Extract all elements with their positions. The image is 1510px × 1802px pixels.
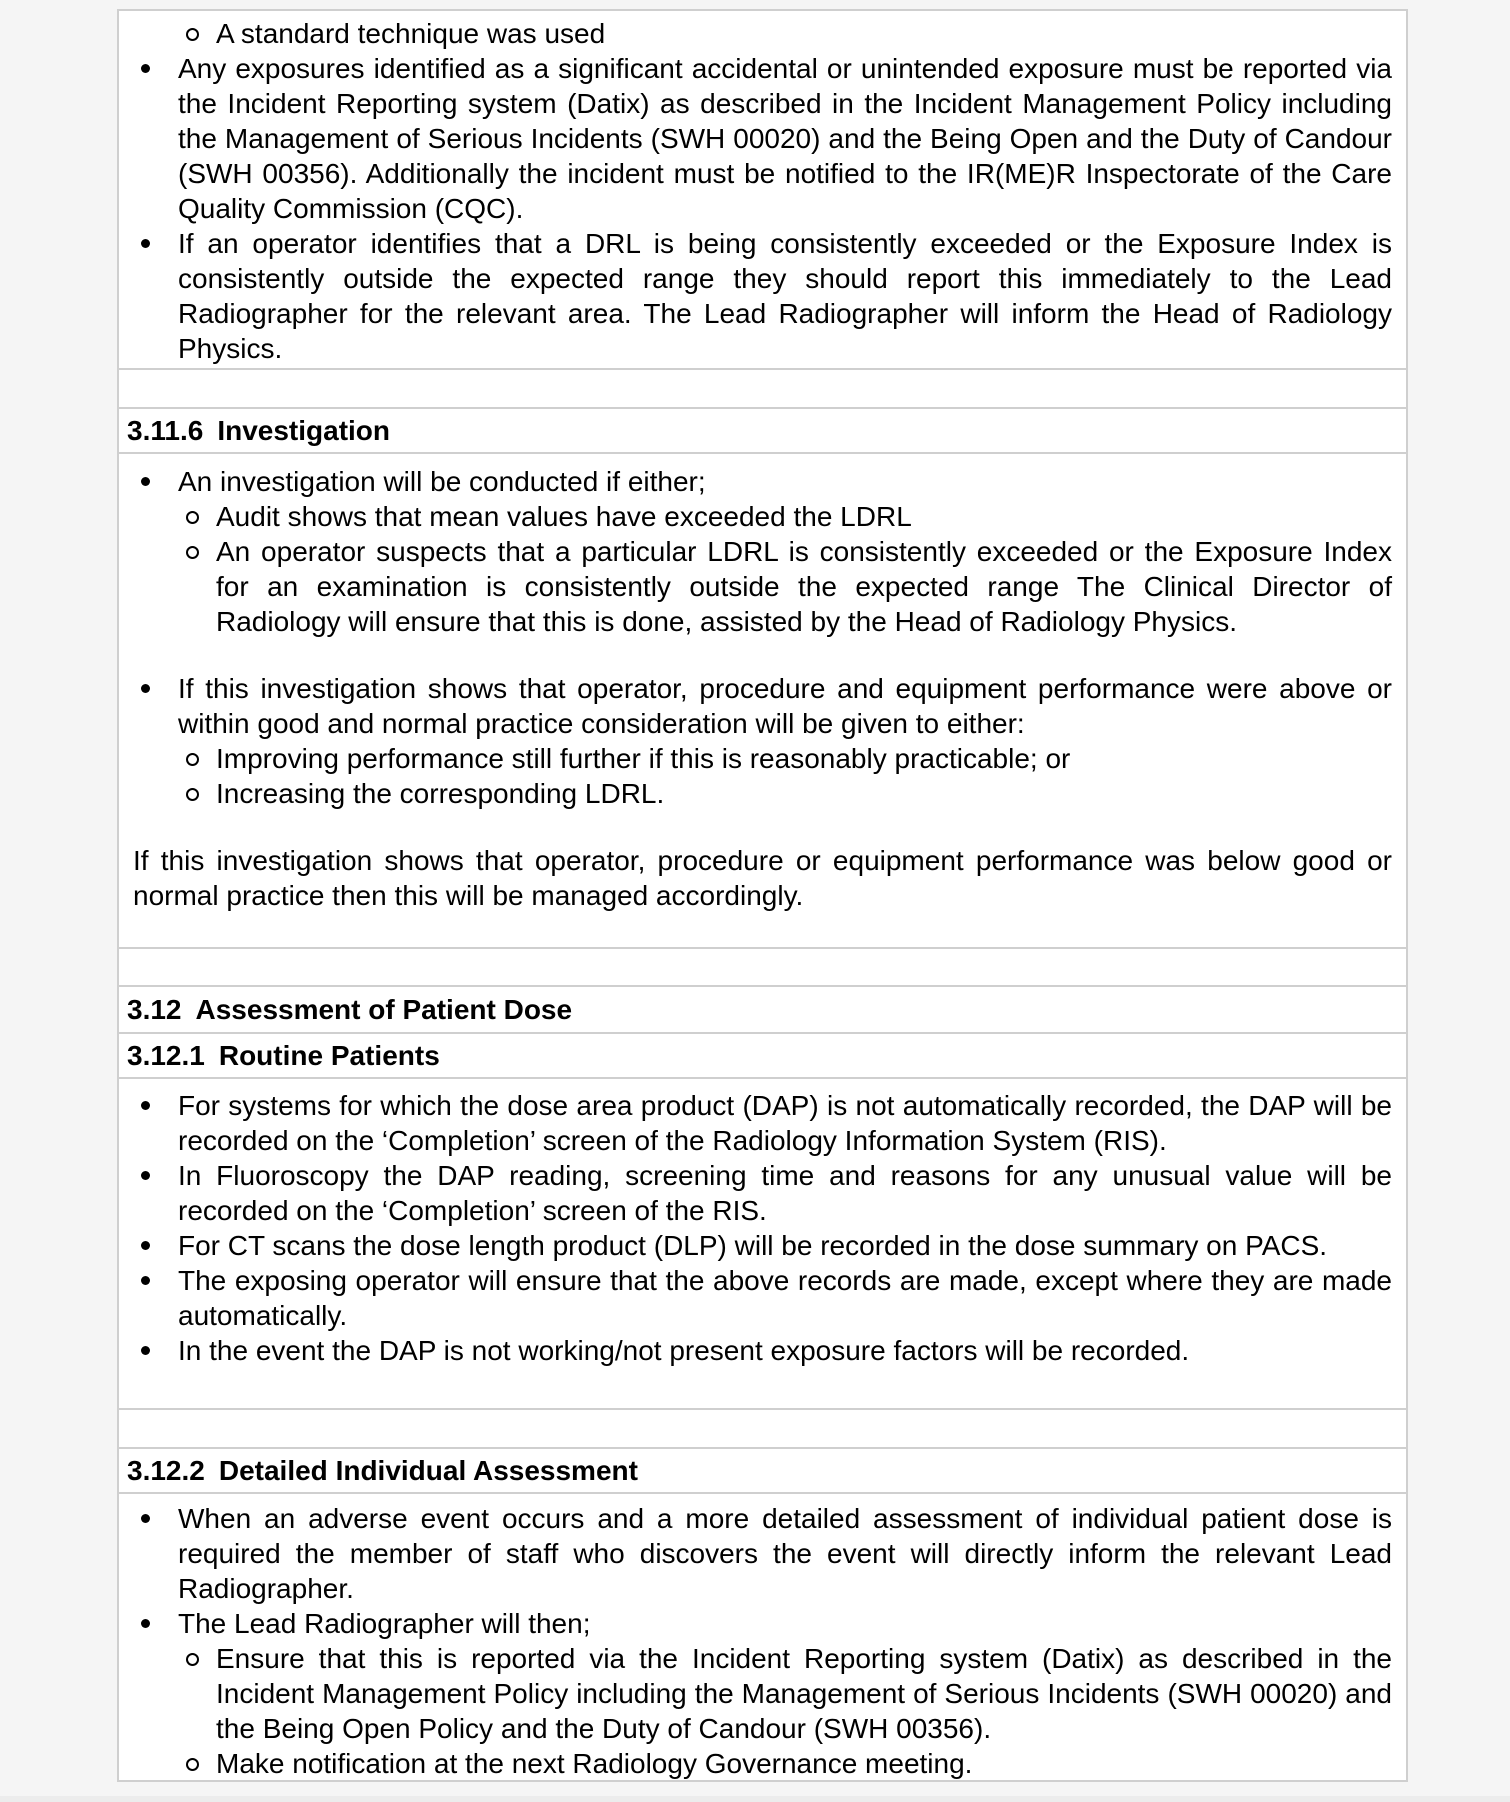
heading-number: 3.12 (127, 994, 182, 1025)
content-row (119, 11, 1406, 368)
filled-bullet-icon (141, 1263, 178, 1333)
list-item (133, 1606, 1392, 1641)
item-text: A standard technique was used (216, 18, 606, 49)
open-circle-bullet-icon (186, 776, 216, 811)
heading-title: Detailed Individual Assessment (218, 1455, 638, 1486)
heading-number: 3.11.6 (127, 415, 204, 446)
open-circle-bullet-icon (186, 1746, 216, 1780)
open-circle-bullet-icon (186, 1641, 216, 1746)
item-text: Make notification at the next Radiology Governance meeting. (216, 1748, 973, 1779)
list-item (133, 499, 1392, 534)
spacer-row (119, 1408, 1406, 1447)
spacer-row (119, 947, 1406, 985)
ring-glyph (186, 28, 199, 41)
filled-bullet-icon (141, 1088, 178, 1158)
filled-bullet-icon (141, 464, 178, 499)
item-text: If an operator identifies that a DRL is being consistently exceeded or the Exposure Index is consistently outside the expected range they should report this immediately to the Lead Radiographer for the relevant area. The Lead Radiographer will inform the Head of Radiology Physics. (178, 228, 1392, 364)
filled-bullet-icon (141, 671, 178, 741)
ring-glyph (186, 788, 199, 801)
page-bottom-edge (0, 1796, 1510, 1802)
item-text: Audit shows that mean values have exceeded the LDRL (216, 501, 912, 532)
item-text: Increasing the corresponding LDRL. (216, 778, 665, 809)
list-item (133, 226, 1392, 366)
list-item (133, 1333, 1392, 1368)
list-item (133, 1228, 1392, 1263)
list-item (133, 1158, 1392, 1228)
list-item (133, 1746, 1392, 1780)
item-text: An operator suspects that a particular LDRL is consistently exceeded or the Exposure Index for an examination is consistently outside the expected range The Clinical Director of Radiology will ensure that this is done, assisted by the Head of Radiology Physics. (216, 536, 1392, 637)
item-text: The exposing operator will ensure that the above records are made, except where they are made automatically. (178, 1265, 1392, 1331)
list-item (133, 1641, 1392, 1746)
content-row (119, 452, 1406, 947)
ring-glyph (186, 1758, 199, 1771)
heading-number: 3.12.2 (127, 1455, 205, 1486)
filled-bullet-icon (141, 226, 178, 366)
blank-line (133, 811, 1392, 843)
item-text: If this investigation shows that operator, procedure and equipment performance were above or within good and normal practice consideration will be given to either: (178, 673, 1392, 739)
item-text: Any exposures identified as a significant accidental or unintended exposure must be reported via the Incident Reporting system (Datix) as described in the Incident Management Policy including the Management of Serious Incidents (SWH 00020) and the Being Open and the Duty of Candour (SWH 00356). Additionally the incident must be notified to the IR(ME)R Inspectorate of the Care Quality Commission (CQC). (178, 53, 1392, 224)
list-item (133, 671, 1392, 741)
dot-glyph (141, 1241, 150, 1250)
filled-bullet-icon (141, 1228, 178, 1263)
dot-glyph (141, 477, 150, 486)
filled-bullet-icon (141, 51, 178, 226)
document-table (117, 9, 1408, 1782)
open-circle-bullet-icon (186, 741, 216, 776)
list-item (133, 1501, 1392, 1606)
list-item (133, 464, 1392, 499)
section-heading-row (119, 1447, 1406, 1492)
filled-bullet-icon (141, 1158, 178, 1228)
section-heading-row (119, 1032, 1406, 1077)
dot-glyph (141, 239, 150, 248)
ring-glyph (186, 1653, 199, 1666)
filled-bullet-icon (141, 1606, 178, 1641)
item-text: An investigation will be conducted if either; (178, 466, 706, 497)
open-circle-bullet-icon (186, 16, 216, 51)
item-text: Improving performance still further if this is reasonably practicable; or (216, 743, 1071, 774)
heading-number: 3.12.1 (127, 1040, 205, 1071)
heading-title: Assessment of Patient Dose (195, 994, 573, 1025)
item-text: When an adverse event occurs and a more detailed assessment of individual patient dose is required the member of staff who discovers the event will directly inform the relevant Lead Radiographer. (178, 1503, 1392, 1604)
list-item (133, 534, 1392, 639)
dot-glyph (141, 1171, 150, 1180)
section-heading-row (119, 985, 1406, 1032)
content-row (119, 1077, 1406, 1408)
list-item (133, 16, 1392, 51)
blank-line (133, 639, 1392, 671)
item-text: In Fluoroscopy the DAP reading, screening time and reasons for any unusual value will be recorded on the ‘Completion’ screen of the RIS. (178, 1160, 1392, 1226)
item-text: The Lead Radiographer will then; (178, 1608, 591, 1639)
item-text: For systems for which the dose area product (DAP) is not automatically recorded, the DAP will be recorded on the ‘Completion’ screen of the Radiology Information System (RIS). (178, 1090, 1392, 1156)
spacer-row (119, 368, 1406, 407)
ring-glyph (186, 546, 199, 559)
dot-glyph (141, 1276, 150, 1285)
section-heading-row (119, 407, 1406, 452)
dot-glyph (141, 1514, 150, 1523)
heading-title: Routine Patients (218, 1040, 440, 1071)
item-text: In the event the DAP is not working/not present exposure factors will be recorded. (178, 1335, 1190, 1366)
list-item (133, 1263, 1392, 1333)
open-circle-bullet-icon (186, 534, 216, 639)
dot-glyph (141, 1619, 150, 1628)
filled-bullet-icon (141, 1501, 178, 1606)
list-item (133, 741, 1392, 776)
open-circle-bullet-icon (186, 499, 216, 534)
list-item (133, 1088, 1392, 1158)
ring-glyph (186, 753, 199, 766)
list-item (133, 776, 1392, 811)
item-text: For CT scans the dose length product (DLP) will be recorded in the dose summary on PACS. (178, 1230, 1328, 1261)
dot-glyph (141, 64, 150, 73)
list-item (133, 51, 1392, 226)
filled-bullet-icon (141, 1333, 178, 1368)
heading-title: Investigation (217, 415, 391, 446)
item-text: Ensure that this is reported via the Incident Reporting system (Datix) as described in the Incident Management Policy including the Management of Serious Incidents (SWH 00020) and the Being Open Policy and the Duty of Candour (SWH 00356). (216, 1643, 1392, 1744)
dot-glyph (141, 1346, 150, 1355)
dot-glyph (141, 1101, 150, 1110)
dot-glyph (141, 684, 150, 693)
paragraph: If this investigation shows that operator, procedure or equipment performance was below good or normal practice then this will be managed accordingly. (133, 845, 1392, 911)
content-row (119, 1492, 1406, 1780)
ring-glyph (186, 511, 199, 524)
